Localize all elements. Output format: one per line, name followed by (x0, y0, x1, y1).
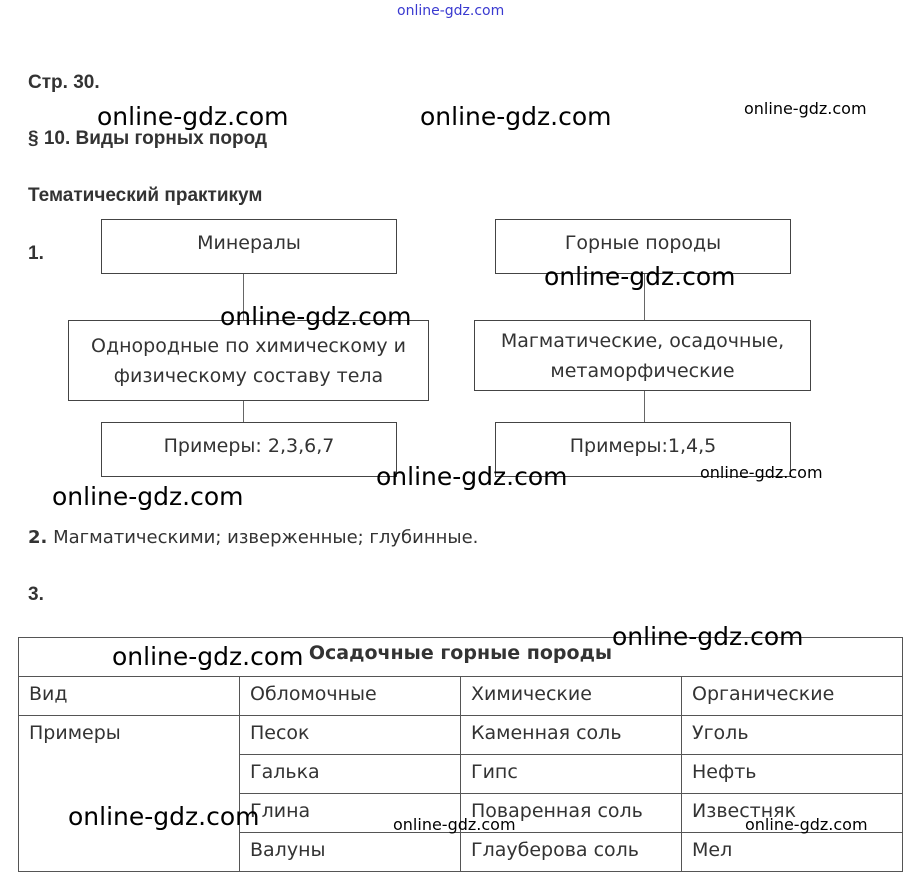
rocks-definition-line2: метаморфические (550, 359, 735, 382)
table-header-row (19, 677, 903, 716)
table-cell: Мел (682, 833, 903, 872)
watermark: online-gdz.com (544, 262, 736, 291)
task2-answer (28, 527, 478, 548)
minerals-label: Минералы (197, 232, 301, 254)
minerals-examples-box (101, 422, 397, 477)
table-cell: Галька (240, 755, 461, 794)
section-title: § 10. Виды горных пород (28, 128, 268, 149)
practicum-title: Тематический практикум (28, 185, 263, 206)
minerals-box (101, 219, 397, 274)
table-cell: Известняк (682, 794, 903, 833)
minerals-definition-line1: Однородные по химическому и (91, 334, 406, 357)
minerals-definition-box (68, 320, 429, 401)
table-cell: Гипс (461, 755, 682, 794)
table-cell: Каменная соль (461, 716, 682, 755)
watermark: online-gdz.com (393, 815, 516, 834)
watermark: online-gdz.com (97, 102, 289, 131)
watermark-top: online-gdz.com (397, 3, 505, 19)
watermark: online-gdz.com (376, 462, 568, 491)
watermark: online-gdz.com (700, 463, 823, 482)
table-header-cell: Вид (19, 677, 240, 716)
table-header-cell: Органические (682, 677, 903, 716)
watermark: online-gdz.com (612, 622, 804, 651)
watermark: online-gdz.com (420, 102, 612, 131)
table-row (19, 716, 903, 755)
watermark: online-gdz.com (68, 802, 260, 831)
task3-number: 3. (28, 584, 44, 605)
sedimentary-rocks-table (18, 637, 903, 872)
rocks-examples: Примеры:1,4,5 (569, 435, 717, 457)
rocks-definition-line1: Магматические, осадочные, (500, 329, 785, 352)
task2-text: Магматическими; изверженные; глубинные. (53, 527, 479, 548)
table-cell: Глауберова соль (461, 833, 682, 872)
page-reference: Стр. 30. (28, 72, 100, 93)
watermark: online-gdz.com (744, 99, 867, 118)
task2-number: 2. (28, 527, 48, 548)
watermark: online-gdz.com (745, 815, 868, 834)
rocks-label: Горные породы (564, 232, 722, 254)
table-caption: Осадочные горные породы (19, 638, 903, 677)
table-header-cell: Химические (461, 677, 682, 716)
table-cell: Уголь (682, 716, 903, 755)
table-header-cell: Обломочные (240, 677, 461, 716)
table-cell: Валуны (240, 833, 461, 872)
minerals-examples: Примеры: 2,3,6,7 (163, 435, 335, 457)
connector-line (644, 391, 645, 422)
rocks-definition-box (474, 320, 811, 391)
minerals-definition-line2: физическому составу тела (113, 364, 384, 387)
watermark: online-gdz.com (220, 302, 412, 331)
watermark: online-gdz.com (112, 642, 304, 671)
table-cell: Поваренная соль (461, 794, 682, 833)
table-cell: Глина (240, 794, 461, 833)
task1-number: 1. (28, 243, 44, 264)
connector-line (243, 401, 244, 422)
watermark: online-gdz.com (52, 482, 244, 511)
table-cell: Песок (240, 716, 461, 755)
table-cell: Нефть (682, 755, 903, 794)
table-row-label: Примеры (19, 716, 240, 872)
